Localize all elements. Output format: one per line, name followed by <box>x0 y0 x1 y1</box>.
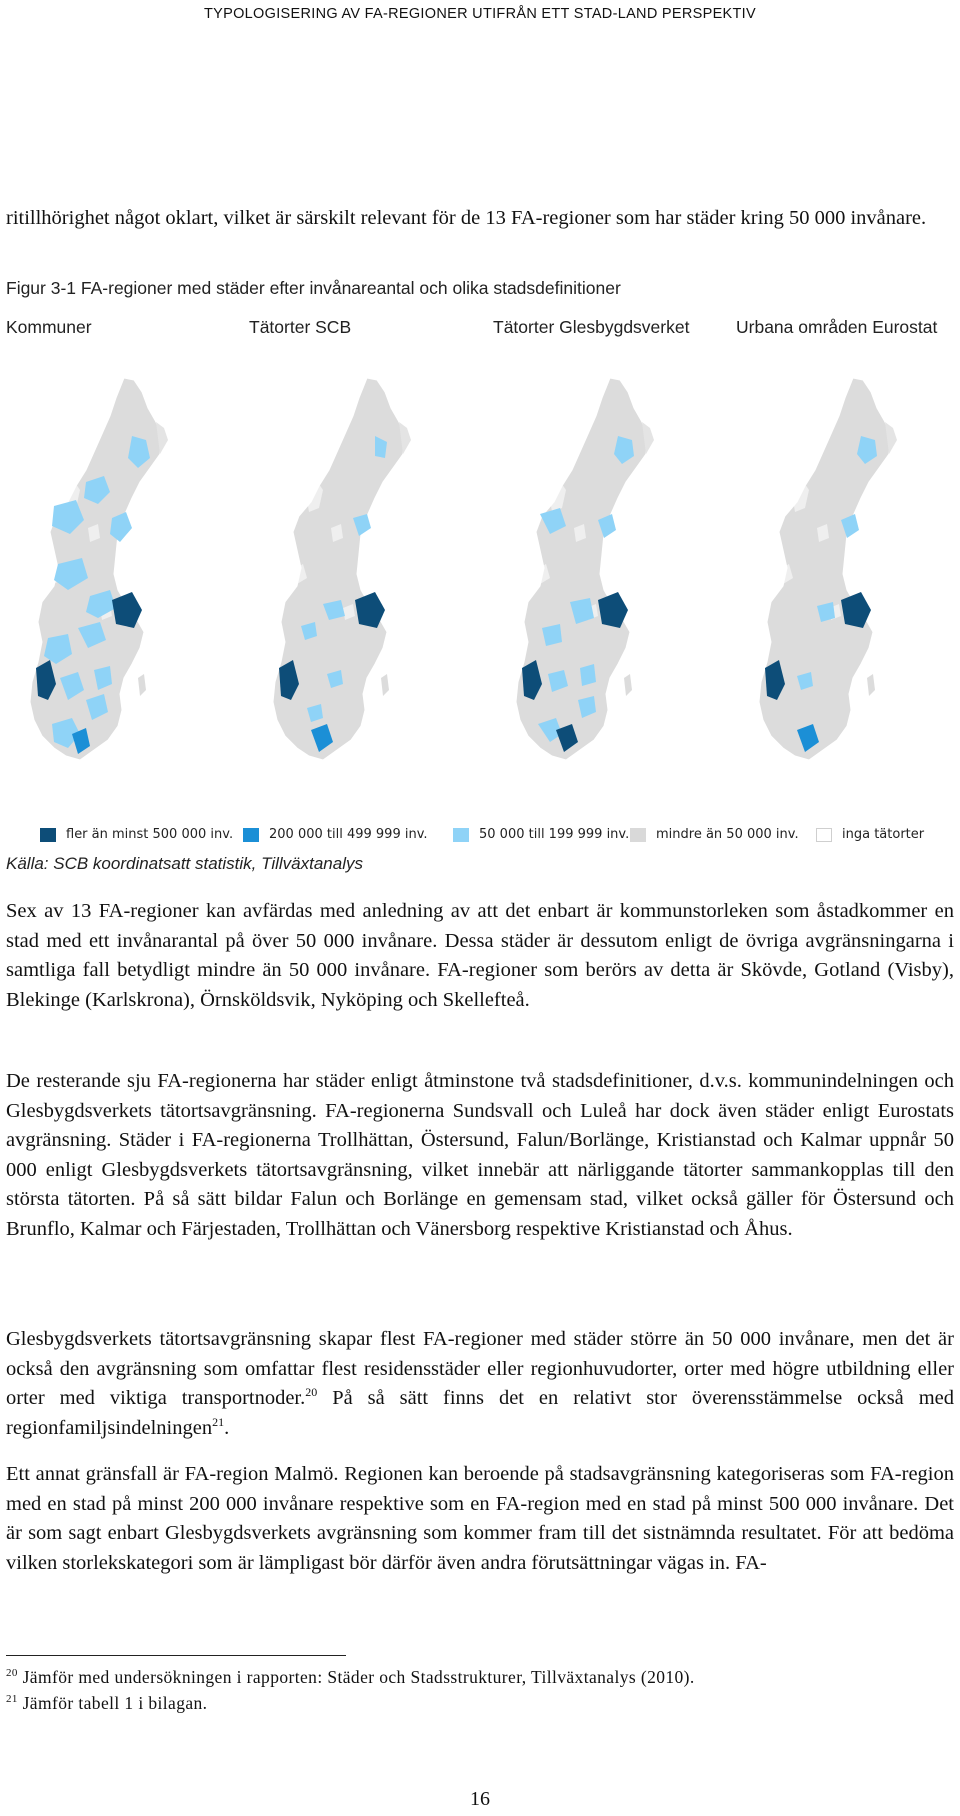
paragraph-text <box>6 1325 954 1443</box>
paragraph-text: Sex av 13 FA-regioner kan avfärdas med anledning av att det enbart är kommunstorleken som åstadkommer en stad med ett invånarantal på över 50 000 invånare. Dessa städer är dessutom enligt de övriga avgränsningarna i samtliga fall betydligt mindre än 50 000 invånare. FA-regioner som berörs av detta är Skövde, Gotland (Visby), Blekinge (Karlskrona), Örnsköldsvik, Nyköping och Skellefteå. <box>6 900 954 1011</box>
page-number: 16 <box>470 1788 490 1810</box>
map-tatorter-glesbygdsverket <box>516 378 654 760</box>
paragraph-text: Ett annat gränsfall är FA-region Malmö. Regionen kan beroende på stadsavgränsning kategoriseras som FA-region med en stad på minst 200 000 invånare respektive som en FA-region med en stad på minst 500 000 invånare. Det är som sagt enbart Glesbygdsverkets avgränsning som kommer fram till det sistnämnda resultatet. För att bedöma vilken storlekskategori som är lämpligast bör därför även andra förutsättningar vägas in. FA- <box>6 1463 954 1574</box>
legend-item <box>816 827 924 842</box>
footnote-ref[interactable]: 21 <box>212 1414 225 1429</box>
footnote-text: Jämför tabell 1 i bilagan. <box>22 1693 208 1713</box>
column-label-urbana-omraden-eurostat: Urbana områden Eurostat <box>736 317 938 337</box>
legend-swatch <box>630 828 646 842</box>
legend-item <box>40 827 233 842</box>
footnote-ref[interactable]: 20 <box>305 1385 318 1399</box>
footnotes <box>6 1664 954 1716</box>
legend-item <box>243 827 428 842</box>
legend-swatch <box>816 828 832 842</box>
figure-source: Källa: SCB koordinatsatt statistik, Tillväxtanalys <box>6 854 363 873</box>
column-label-kommuner: Kommuner <box>6 317 92 337</box>
map-kommuner <box>30 378 168 760</box>
legend-item <box>630 827 799 842</box>
running-header: TYPOLOGISERING AV FA-REGIONER UTIFRÅN ETT STAD-LAND PERSPEKTIV <box>204 6 756 22</box>
legend-swatch <box>40 828 56 842</box>
legend-label: 200 000 till 499 999 inv. <box>269 827 428 842</box>
intro-paragraph: ritillhörighet något oklart, vilket är särskilt relevant för de 13 FA-regioner som har städer kring 50 000 invånare. <box>6 207 927 229</box>
legend-label: 50 000 till 199 999 inv. <box>479 827 630 842</box>
map-tatorter-scb <box>273 378 411 760</box>
paragraph-part: Glesbygdsverkets tätortsavgränsning skapar flest FA-regioner med städer större än 50 000 invånare, men det är också den avgränsning som omfattar flest residensstäder eller regionhuvudorter, orter med högre utbildning eller orter med viktiga transportnoder. <box>6 1328 954 1409</box>
figure-caption: Figur 3-1 FA-regioner med städer efter invånareantal och olika stadsdefinitioner <box>6 278 621 298</box>
footnote-number: 20 <box>6 1667 18 1679</box>
body-paragraph-3 <box>6 1325 954 1443</box>
column-label-tatorter-glesbygdsverket: Tätorter Glesbygdsverket <box>493 317 690 337</box>
legend-label: fler än minst 500 000 inv. <box>66 827 234 842</box>
legend-swatch <box>453 828 469 842</box>
legend-label: inga tätorter <box>842 827 925 842</box>
footnote-text: Jämför med undersökningen i rapporten: Städer och Stadsstrukturer, Tillväxtanalys (2010). <box>22 1667 695 1687</box>
footnote-divider <box>6 1655 346 1656</box>
footnote-item <box>6 1664 954 1690</box>
figure-legend <box>0 827 960 847</box>
map-urbana-omraden-eurostat <box>759 378 897 760</box>
footnote-item <box>6 1690 954 1716</box>
sweden-maps <box>0 376 960 806</box>
paragraph-text: De resterande sju FA-regionerna har städer enligt åtminstone två stadsdefinitioner, d.v.s. kommunindelningen och Glesbygdsverkets tätortsavgränsning. FA-regionerna Sundsvall och Luleå har dock även städer enligt Eurostats avgränsning. Städer i FA-regionerna Trollhättan, Östersund, Falun/Borlänge, Kristianstad och Kalmar uppnår 50 000 enligt Glesbygdsverkets tätortsavgränsning, vilket innebär att närliggande tätorter sammankopplas till den största tätorten. På så sätt bildar Falun och Borlänge en gemensam stad, vilket också gäller för Östersund och Brunflo, Kalmar och Färjestaden, Trollhättan och Vänersborg respektive Kristianstad och Åhus. <box>6 1070 954 1240</box>
column-label-tatorter-scb: Tätorter SCB <box>249 317 352 337</box>
legend-label: mindre än 50 000 inv. <box>656 827 799 842</box>
body-paragraph-4 <box>6 1460 954 1578</box>
body-paragraph-2 <box>6 1067 954 1244</box>
legend-item <box>453 827 629 842</box>
body-paragraph-1 <box>6 897 954 1015</box>
paragraph-part: . <box>224 1416 230 1439</box>
footnote-number: 21 <box>6 1693 18 1705</box>
paragraph-part: På så sätt finns det en relativt stor överensstämmelse också med regionfamiljsindelningen <box>6 1387 954 1439</box>
legend-swatch <box>243 828 259 842</box>
